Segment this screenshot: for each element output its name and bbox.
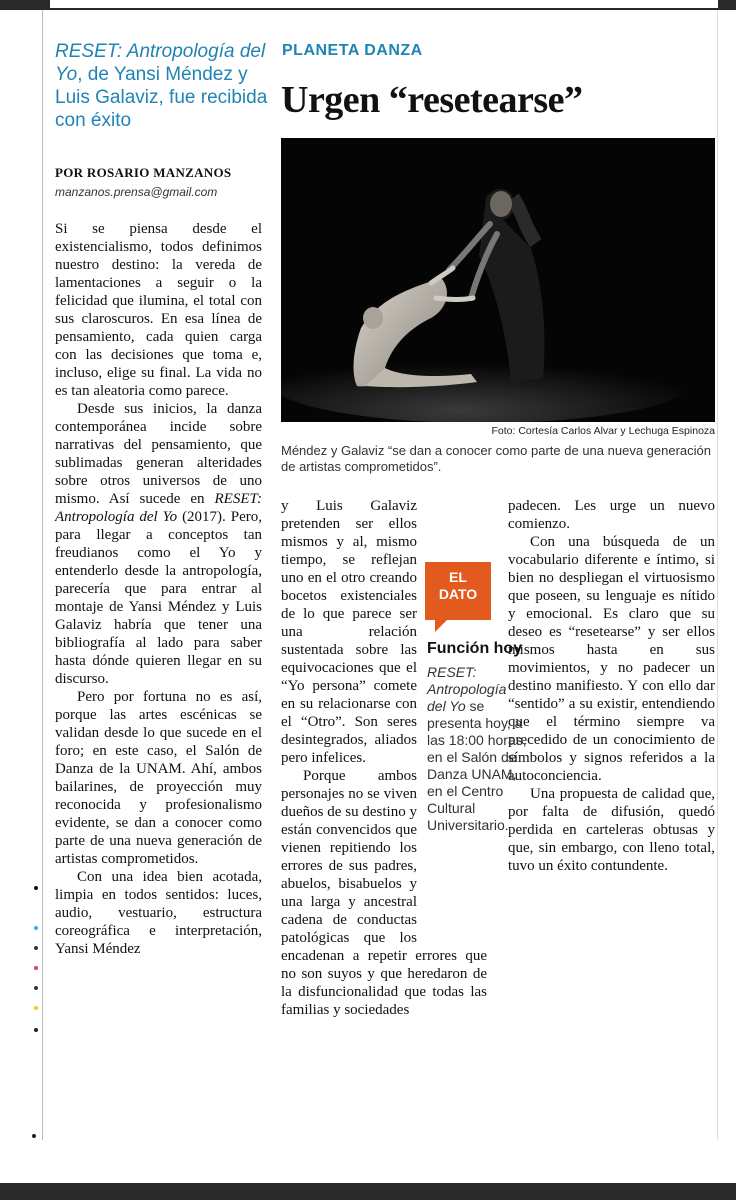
dance-photo (281, 138, 715, 422)
article-deck (55, 40, 270, 132)
right-margin-rule (717, 10, 718, 1140)
headline: Urgen “resetearse” (281, 79, 583, 121)
paragraph: Porque ambos personajes no se viven dueños de su destino y están convencidos que vienen repitiendo los errores de sus padres, abuelos, bisabuelos y una larga y ancestral cadena de conductas patológicas que los encadenan a repetir errores que no son suyos y que heredaron de la disfuncionalidad que todas las familias y sociedades (281, 768, 487, 1018)
dato-title: Función hoy (427, 640, 523, 657)
dot-black (34, 886, 38, 890)
author-email: manzanos.prensa@gmail.com (55, 185, 218, 199)
paragraph (55, 400, 262, 688)
bottom-bar (0, 1183, 736, 1200)
paragraph: Una propuesta de calidad que, por falta de difusión, quedó perdida en carteleras obtusas y que, sin embargo, con lleno total, tuvo un éxito contundente. (508, 786, 715, 874)
paragraph: padecen. Les urge un nuevo comienzo. (508, 498, 715, 532)
photo-caption: Méndez y Galaviz “se dan a conocer como parte de una nueva generación de artistas comprometidos”. (281, 443, 711, 474)
dato-text-rest: se presenta hoy, a las 18:00 horas, en el Salón de Danza UNAM, en el Centro Cultural Universitario. (427, 698, 527, 833)
byline: POR ROSARIO MANZANOS (55, 165, 232, 180)
dato-text (427, 664, 527, 834)
paragraph: Si se piensa desde el existencialismo, todos definimos nuestro destino: la vereda de lamentaciones a seguir o la felicidad que ilumina, el total con sus claroscuros. En esa línea de pensamiento, cada quien carga con las decisiones que toma e, incluso, elige su final. La vida no es tan aleatoria como parece. (55, 221, 262, 399)
badge-line-2: DATO (438, 586, 478, 602)
deck-title-italic: RESET: Antropología del Yo (55, 41, 266, 85)
dot-black (34, 1028, 38, 1032)
registration-mark (32, 1134, 36, 1138)
badge-line-1: EL (449, 569, 467, 585)
body-column-1 (55, 220, 262, 958)
paragraph: Con una búsqueda de un vocabulario diferente e íntimo, si bien no despliegan el virtuosismo que poseen, su lenguaje es nítido y emocional. Es claro que su deseo es “resetearse” y ser ellos mismos hasta en sus movimientos, y no padecer un destino manifiesto. Y con ello dar “sentido” a su existir, entendiendo que el término siempre va precedido de un conocimiento de símbolos y signos referidos a la autoconciencia. (508, 534, 715, 784)
paragraph-text: (2017). Pero, para llegar a conceptos tan freudianos como el Yo y entenderlo desde la antropología, parecería que para entrar al montaje de Yansi Méndez y Luis Galaviz habría que tener una bibliografía al lado para saber hasta dónde quieren llegar en su discurso. (55, 509, 262, 687)
paragraph: Con una idea bien acotada, limpia en todos sentidos: luces, audio, vestuario, estructura coreográfica e interpretación, Yansi Méndez (55, 869, 262, 957)
dot-black (34, 946, 38, 950)
dot-yellow (34, 1006, 38, 1010)
paragraph: Pero por fortuna no es así, porque las artes escénicas se validan desde lo que sucede en el foro; en este caso, el Salón de Danza de la UNAM. Ahí, ambos bailarines, de proyección muy reconocida y profesionalismo evidente, se dan a conocer como parte de una nueva generación de artistas comprometidos. (55, 689, 262, 867)
paragraph: y Luis Galaviz pretenden ser ellos mismos y al, mismo tiempo, se reflejan uno en el otro creando bocetos existenciales de lo que parece ser una relación sustentada sobre las equivocaciones que el “Yo persona” comete en su relacionarse con el “Otro”. Son seres desintegrados, aliados pero infelices. (281, 498, 417, 766)
photo-credit: Foto: Cortesía Carlos Alvar y Lechuga Espinoza (491, 425, 715, 437)
dot-blue (34, 926, 38, 930)
dot-magenta (34, 966, 38, 970)
top-bar (0, 0, 736, 10)
body-column-3 (508, 497, 715, 875)
deck-rest: , de Yansi Méndez y Luis Galaviz, fue recibida con éxito (55, 64, 268, 131)
section-label: PLANETA DANZA (282, 42, 423, 59)
paragraph-text: Desde sus inicios, la danza contemporánea incide sobre narrativas del pensamiento, que sublimadas generan alteridades sobre otros universos de uno mismo. Así sucede en (55, 401, 262, 507)
dot-black (34, 986, 38, 990)
dancers-illustration (281, 138, 715, 422)
work-title-italic: RESET: Antropología del Yo (55, 491, 262, 525)
el-dato-badge (425, 562, 491, 620)
dato-work-title: RESET: Antropología del Yo (427, 664, 507, 714)
left-margin-rule (42, 10, 43, 1140)
